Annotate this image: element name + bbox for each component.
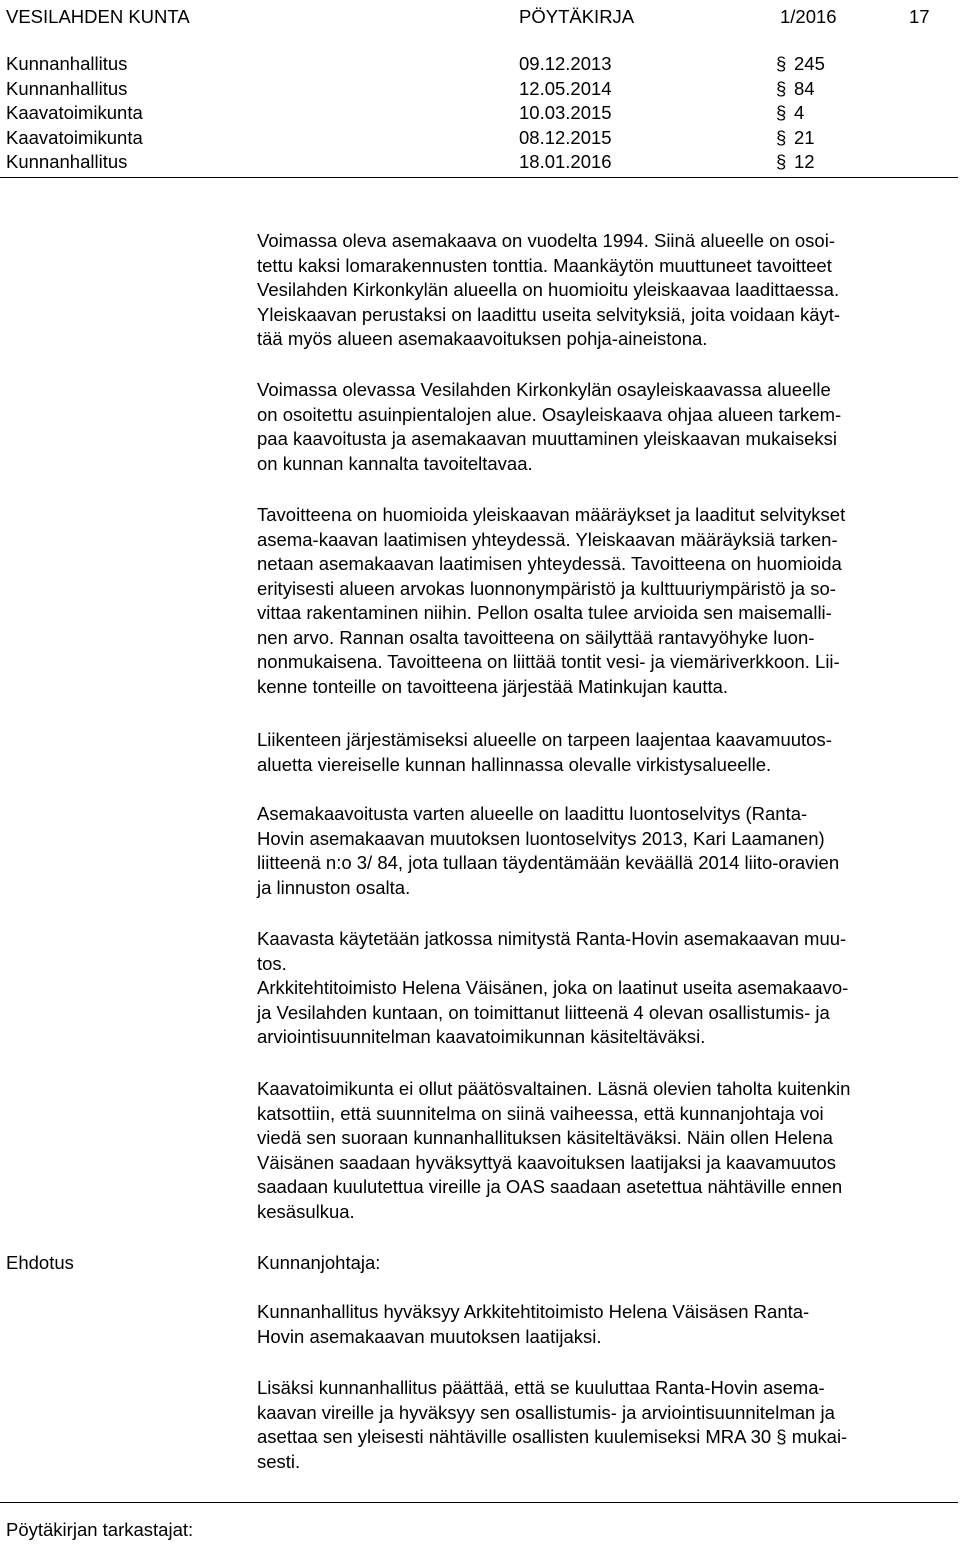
meeting-body: Kunnanhallitus xyxy=(6,77,128,99)
paragraph-line: Yleiskaavan perustaksi on laadittu useita selvityksiä, joita voidaan käyt- xyxy=(257,303,841,325)
paragraph-line: Tavoitteena on huomioida yleiskaavan määräykset ja laaditut selvitykset xyxy=(257,504,846,525)
header-divider xyxy=(0,177,958,178)
paragraph-line: nen arvo. Rannan osalta tavoitteena on säilyttää rantavyöhyke luon- xyxy=(257,626,815,648)
paragraph-line: Arkkitehtitoimisto Helena Väisänen, joka on laatinut useita asemakaavo- xyxy=(257,977,849,998)
paragraph-line: paa kaavoitusta ja asemakaavan muuttaminen yleiskaavan mukaiseksi xyxy=(257,428,837,449)
document-issue: 1/2016 xyxy=(780,6,837,27)
paragraph-line: on osoitettu asuinpientalojen alue. Osayleiskaava ohjaa alueen tarkem- xyxy=(257,403,842,425)
paragraph-line: sesti. xyxy=(257,1450,301,1472)
proposal-label: Ehdotus xyxy=(6,1252,74,1273)
proposal-author: Kunnanjohtaja: xyxy=(257,1252,381,1273)
paragraph-line: arviointisuunnitelman kaavatoimikunnan käsiteltäväksi. xyxy=(257,1026,706,1047)
section-sign-icon: § xyxy=(776,126,787,148)
paragraph-line: tos. xyxy=(257,952,287,974)
paragraph-line: aluetta viereiselle kunnan hallinnassa olevalle virkistysalueelle. xyxy=(257,753,772,775)
meeting-date: 09.12.2013 xyxy=(519,53,612,74)
meeting-body: Kunnanhallitus xyxy=(6,53,128,74)
meeting-body: Kunnanhallitus xyxy=(6,151,128,172)
footer-divider xyxy=(0,1502,958,1503)
paragraph xyxy=(257,229,947,352)
meeting-section: 245 xyxy=(794,53,825,74)
paragraph xyxy=(257,378,947,476)
paragraph-line: Vesilahden Kirkonkylän alueella on huomioitu yleiskaavaa laadittaessa. xyxy=(257,279,840,300)
paragraph-line: saadaan kuulutettua vireille ja OAS saadaan asetettua nähtäville ennen xyxy=(257,1176,843,1197)
paragraph-line: nonmukaisena. Tavoitteena on liittää tontit vesi- ja viemäriverkkoon. Lii- xyxy=(257,651,840,672)
paragraph-line: tää myös alueen asemakaavoituksen pohja-aineistona. xyxy=(257,328,708,349)
paragraph-line: kesäsulkua. xyxy=(257,1200,355,1222)
section-sign-icon: § xyxy=(776,77,787,99)
paragraph-line: Voimassa oleva asemakaava on vuodelta 1994. Siinä alueelle on osoi- xyxy=(257,230,835,251)
paragraph-line: netaan asemakaavan laatimisen yhteydessä. Tavoitteena on huomioida xyxy=(257,553,842,574)
section-sign-icon: § xyxy=(776,53,787,74)
meeting-date: 18.01.2016 xyxy=(519,151,612,172)
meeting-date: 08.12.2015 xyxy=(519,126,612,148)
paragraph-line: liitteenä n:o 3/ 84, jota tullaan täydentämään keväällä 2014 liito-oravien xyxy=(257,852,840,873)
paragraph-line: Lisäksi kunnanhallitus päättää, että se kuuluttaa Ranta-Hovin asema- xyxy=(257,1377,825,1398)
paragraph xyxy=(257,927,947,1050)
paragraph-line: asettaa sen yleisesti nähtäville osallisten kuulemiseksi MRA 30 § mukai- xyxy=(257,1426,848,1447)
paragraph-line: Hovin asemakaavan muutoksen luontoselvitys 2013, Kari Laamanen) xyxy=(257,827,825,849)
section-sign-icon: § xyxy=(776,102,787,123)
paragraph-line: on kunnan kannalta tavoiteltavaa. xyxy=(257,452,533,474)
meeting-section: 84 xyxy=(794,77,815,99)
paragraph xyxy=(257,802,947,900)
meeting-date: 10.03.2015 xyxy=(519,102,612,123)
page-number: 17 xyxy=(909,6,930,27)
meeting-section: 4 xyxy=(794,102,805,123)
meeting-section: 12 xyxy=(794,151,815,172)
meeting-section: 21 xyxy=(794,126,815,148)
paragraph-line: katsottiin, että suunnitelma on siinä vaiheessa, että kunnanjohtaja voi xyxy=(257,1102,824,1124)
paragraph xyxy=(257,503,947,699)
paragraph-line: Kaavatoimikunta ei ollut päätösvaltainen. Läsnä olevien taholta kuitenkin xyxy=(257,1078,851,1099)
paragraph-line: asema-kaavan laatimisen yhteydessä. Yleiskaavan määräyksiä tarken- xyxy=(257,528,838,550)
proposal-paragraph xyxy=(257,1376,947,1474)
paragraph-line: Voimassa olevassa Vesilahden Kirkonkylän osayleiskaavassa alueelle xyxy=(257,379,831,400)
paragraph-line: Kaavasta käytetään jatkossa nimitystä Ranta-Hovin asemakaavan muu- xyxy=(257,928,847,949)
meeting-body: Kaavatoimikunta xyxy=(6,126,143,148)
paragraph-line: kaavan vireille ja hyväksyy sen osallistumis- ja arviointisuunnitelman ja xyxy=(257,1401,835,1423)
paragraph-line: vittaa rakentaminen niihin. Pellon osalta tulee arvioida sen maisemalli- xyxy=(257,602,832,623)
paragraph-line: ja linnuston osalta. xyxy=(257,876,411,898)
document-type: PÖYTÄKIRJA xyxy=(519,6,635,27)
section-sign-icon: § xyxy=(776,151,787,172)
organization-name: VESILAHDEN KUNTA xyxy=(6,6,190,27)
paragraph-line: erityisesti alueen arvokas luonnonympäristö ja kulttuuriympäristö ja so- xyxy=(257,577,836,599)
paragraph xyxy=(257,1077,947,1224)
proposal-paragraph xyxy=(257,1300,947,1349)
meeting-body: Kaavatoimikunta xyxy=(6,102,143,123)
paragraph-line: tettu kaksi lomarakennusten tonttia. Maankäytön muuttuneet tavoitteet xyxy=(257,254,832,276)
reviewers-label: Pöytäkirjan tarkastajat: xyxy=(6,1519,194,1540)
paragraph-line: Hovin asemakaavan muutoksen laatijaksi. xyxy=(257,1325,602,1347)
paragraph xyxy=(257,728,947,777)
paragraph-line: Kunnanhallitus hyväksyy Arkkitehtitoimisto Helena Väisäsen Ranta- xyxy=(257,1301,810,1322)
paragraph-line: Asemakaavoitusta varten alueelle on laadittu luontoselvitys (Ranta- xyxy=(257,803,808,824)
meeting-date: 12.05.2014 xyxy=(519,77,612,99)
paragraph-line: Liikenteen järjestämiseksi alueelle on tarpeen laajentaa kaavamuutos- xyxy=(257,729,832,750)
paragraph-line: viedä sen suoraan kunnanhallituksen käsiteltäväksi. Näin ollen Helena xyxy=(257,1127,833,1148)
paragraph-line: kenne tonteille on tavoitteena järjestää Matinkujan kautta. xyxy=(257,675,729,697)
paragraph-line: ja Vesilahden kuntaan, on toimittanut liitteenä 4 olevan osallistumis- ja xyxy=(257,1001,830,1023)
paragraph-line: Väisänen saadaan hyväksyttyä kaavoituksen laatijaksi ja kaavamuutos xyxy=(257,1151,836,1173)
